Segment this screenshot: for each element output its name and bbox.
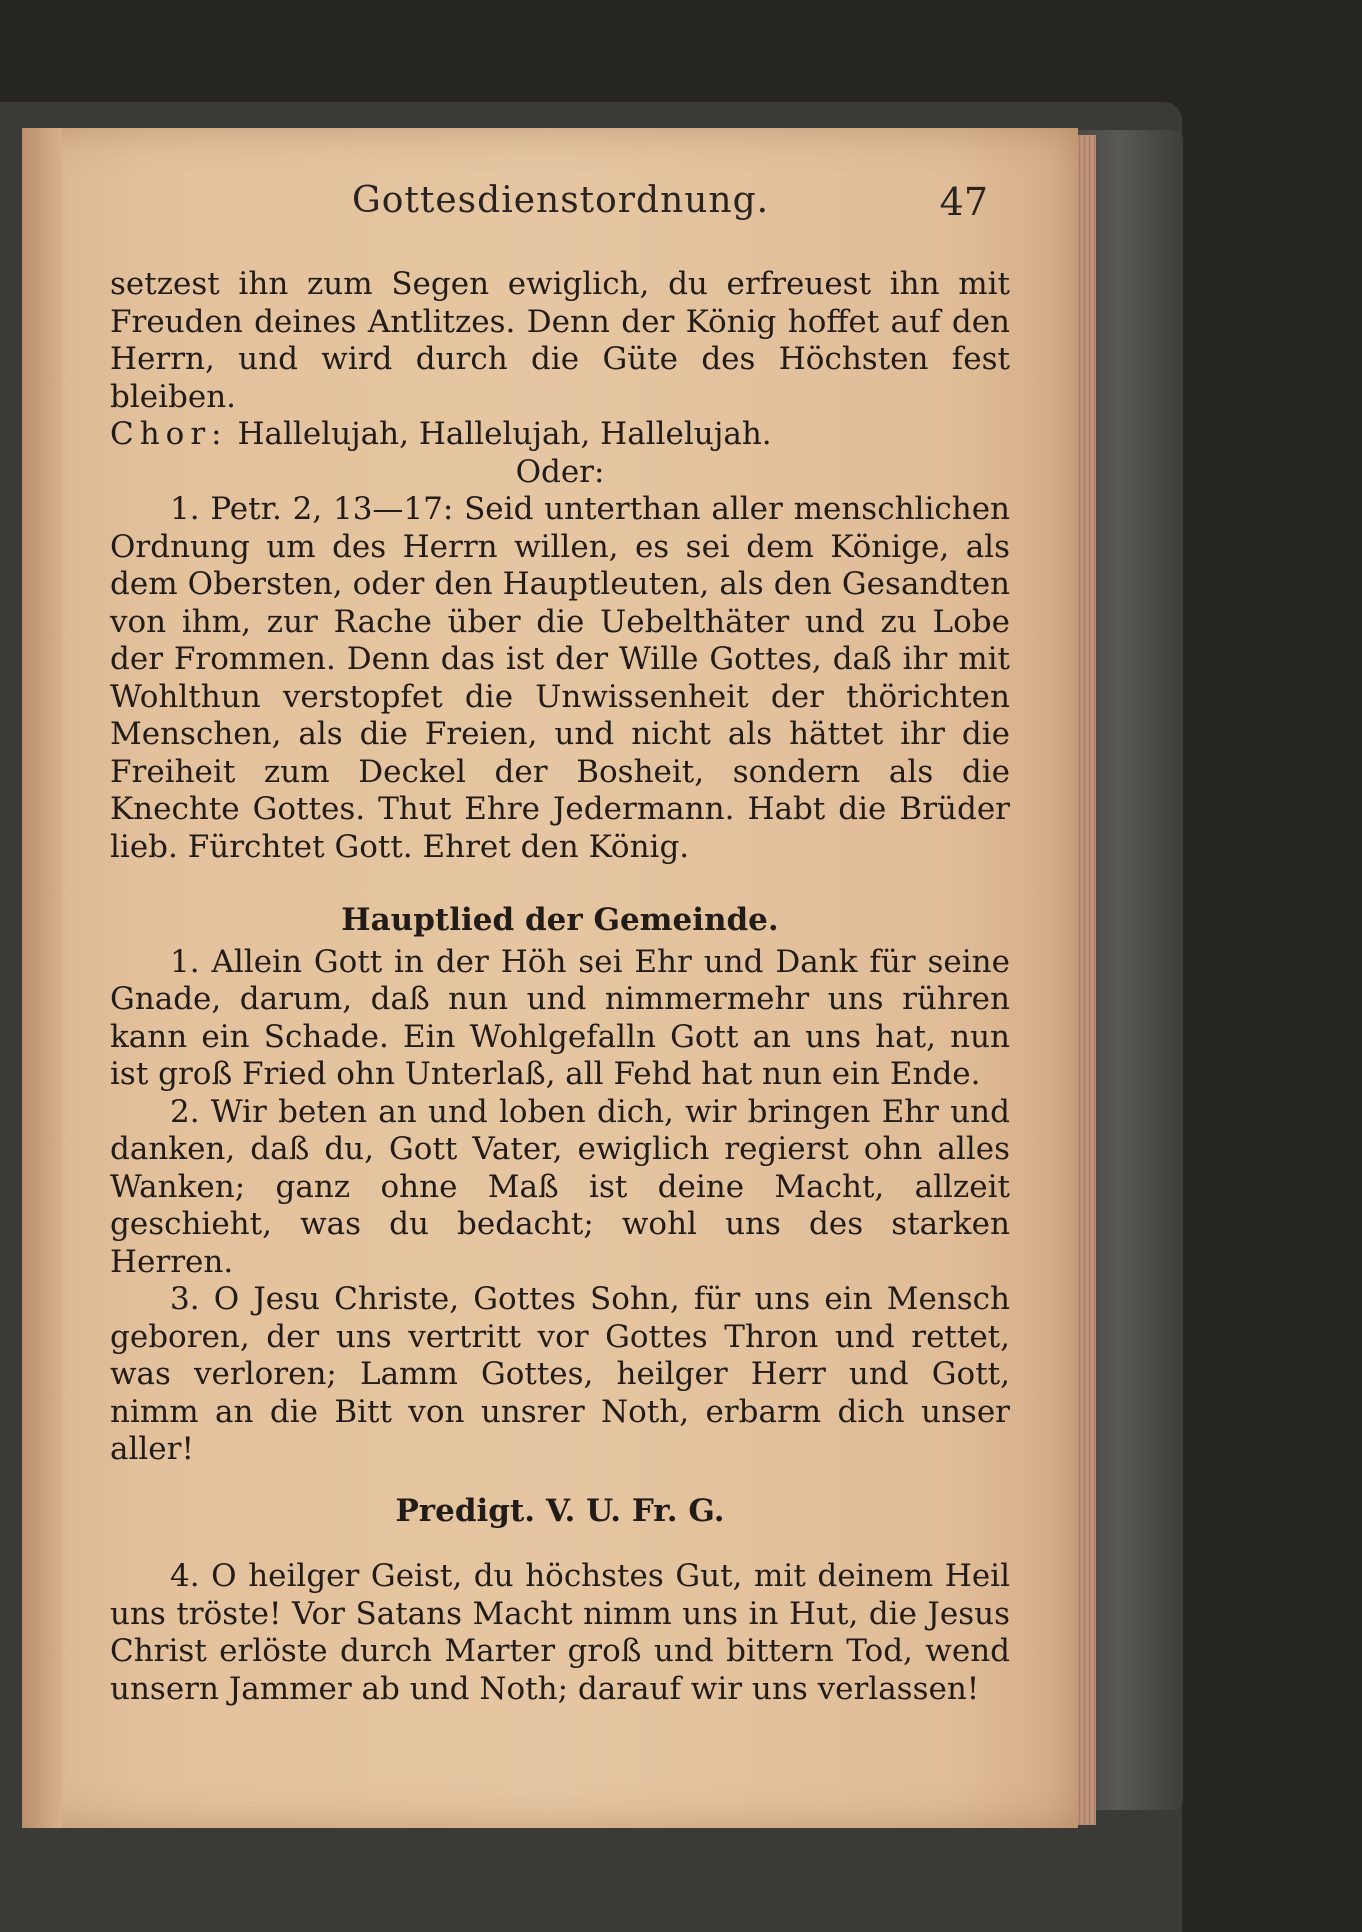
- running-head: Gottesdienstordnung.: [352, 180, 770, 221]
- page-gutter: [22, 128, 62, 1828]
- book-page: [22, 128, 1078, 1828]
- paragraph-psalm: setzest ihn zum Segen ewiglich, du erfreuest ihn mit Freuden deines Antlitzes. Denn der König hoffet auf den Herrn, und wird durch die Güte des Höchsten fest bleiben.: [110, 266, 1010, 415]
- heading-hauptlied: Hauptlied der Gemeinde.: [341, 902, 779, 938]
- oder-line: Oder:: [515, 453, 605, 490]
- paragraph-petrus: 1. Petr. 2, 13—17: Seid unterthan aller menschlichen Ordnung um des Herrn willen, es sei dem Könige, als dem Obersten, oder den Hauptleuten, als den Gesandten von ihm, zur Rache über die Uebelthäter und zu Lobe der Frommen. Denn das ist der Wille Gottes, daß ihr mit Wohlthun verstopfet die Unwissenheit der thörichten Menschen, als die Freien, und nicht als hättet ihr die Freiheit zum Deckel der Bosheit, sondern als die Knechte Gottes. Thut Ehre Jedermann. Habt die Brüder lieb. Fürchtet Gott. Ehret den König.: [110, 491, 1010, 865]
- page-text: [110, 266, 1010, 1708]
- page-header: [22, 180, 1078, 250]
- hymn-verse-1: 1. Allein Gott in der Höh sei Ehr und Dank für seine Gnade, darum, daß nun und nimmermehr uns rühren kann ein Schade. Ein Wohlgefalln Gott an uns hat, nun ist groß Fried ohn Unterlaß, all Fehd hat nun ein Ende.: [110, 943, 1010, 1092]
- chor-line: [110, 416, 1010, 454]
- heading-predigt: Predigt. V. U. Fr. G.: [395, 1492, 725, 1529]
- hymn-verse-3: 3. O Jesu Christe, Gottes Sohn, für uns ein Mensch geboren, der uns vertritt vor Gottes Thron und rettet, was verloren; Lamm Gottes, heilger Herr und Gott, nimm an die Bitt von unsrer Noth, erbarm dich unser aller!: [110, 1281, 1010, 1467]
- hymn-verse-4: 4. O heilger Geist, du höchstes Gut, mit deinem Heil uns tröste! Vor Satans Macht nimm uns in Hut, die Jesus Christ erlöste durch Marter groß und bittern Tod, wend unsern Jammer ab und Noth; darauf wir uns verlassen!: [110, 1558, 1010, 1707]
- hymn-verse-2: 2. Wir beten an und loben dich, wir bringen Ehr und danken, daß du, Gott Vater, ewiglich regierst ohn alles Wanken; ganz ohne Maß ist deine Macht, allzeit geschieht, was du bedacht; wohl uns des starken Herren.: [110, 1093, 1010, 1280]
- chor-label: Chor:: [110, 416, 228, 452]
- page-number: 47: [939, 180, 988, 224]
- chor-text: Hallelujah, Hallelujah, Hallelujah.: [237, 416, 772, 452]
